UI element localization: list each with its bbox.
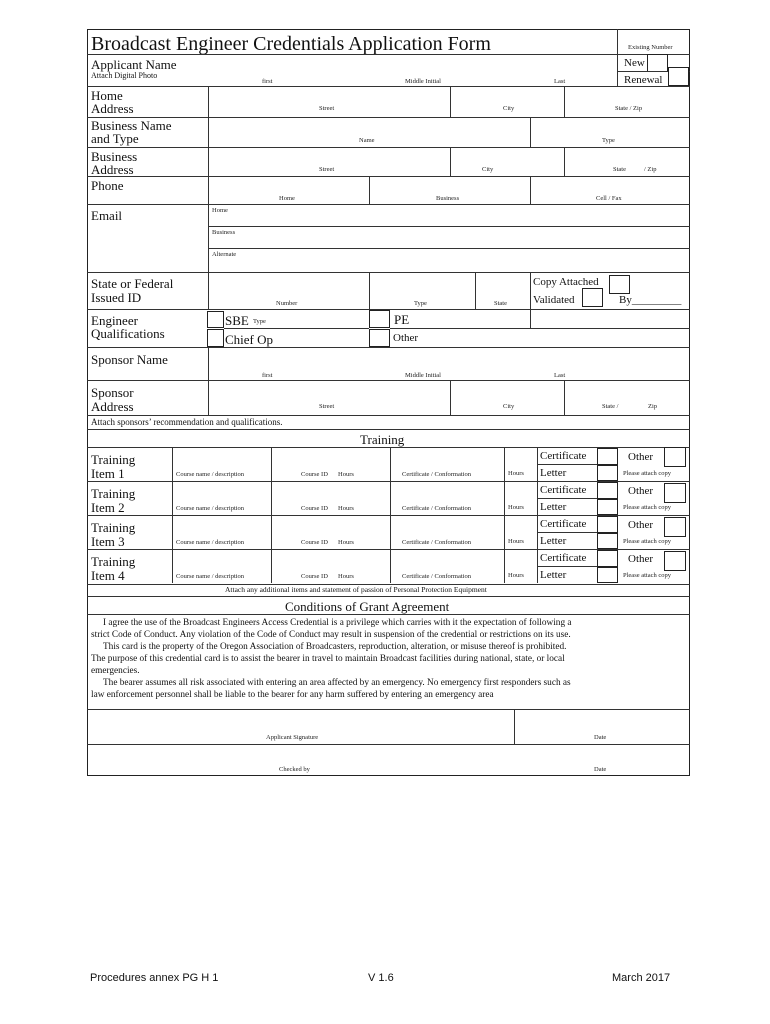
training-row-divider — [537, 498, 597, 499]
training-divider — [390, 515, 391, 549]
business-name-caption: Name — [359, 137, 375, 144]
business-name-label-1: Business Name — [91, 118, 172, 133]
conditions-line-2: strict Code of Conduct. Any violation of the Code of Conduct may result in suspension of the credential or restrictions on its use. — [91, 630, 571, 640]
sponsor-street-caption: Street — [319, 403, 335, 410]
sponsor-name-label: Sponsor Name — [91, 352, 168, 367]
training-4-letter-checkbox[interactable] — [597, 567, 618, 583]
sponsor-address-label-2: Address — [91, 399, 134, 414]
training-hours-caption: Hours — [508, 470, 524, 477]
training-row-divider — [537, 566, 597, 567]
business-type-caption: Type — [602, 137, 615, 144]
training-attach-caption: Please attach copy — [623, 572, 672, 579]
training-cert-caption: Certificate / Conformation — [402, 539, 471, 546]
copy-attached-label: Copy Attached — [533, 276, 599, 288]
home-city-input[interactable] — [454, 88, 564, 106]
training-divider — [271, 515, 272, 549]
training-3-course-input[interactable] — [175, 518, 271, 538]
training-divider — [172, 549, 173, 583]
email-alternate-caption: Alternate — [212, 251, 237, 258]
applicant-name-label: Applicant Name — [91, 57, 177, 72]
renewal-checkbox[interactable] — [668, 67, 689, 86]
applicant-name-input[interactable] — [210, 58, 614, 80]
checked-by-input[interactable] — [92, 747, 514, 765]
phone-home-input[interactable] — [212, 178, 369, 196]
business-type-input[interactable] — [534, 119, 690, 137]
business-street-input[interactable] — [212, 149, 450, 167]
sponsor-street-input[interactable] — [212, 383, 450, 403]
sponsor-zip-caption: Zip — [648, 403, 658, 410]
business-address-label-2: Address — [91, 162, 134, 177]
id-type-input[interactable] — [373, 276, 475, 296]
training-hours-caption: Hours — [338, 505, 354, 512]
id-number-caption: Number — [276, 300, 298, 307]
page-title: Broadcast Engineer Credentials Application Form — [91, 33, 491, 55]
training-course-caption: Course name / description — [176, 539, 245, 546]
training-3-other-checkbox[interactable] — [664, 517, 686, 537]
sponsor-state-caption: State / — [602, 403, 619, 410]
training-cert-caption: Certificate / Conformation — [402, 573, 471, 580]
sbe-checkbox[interactable] — [207, 311, 224, 328]
validated-label: Validated — [533, 294, 575, 306]
home-city-caption: City — [503, 105, 515, 112]
attach-photo-label: Attach Digital Photo — [91, 71, 158, 80]
training-divider — [271, 447, 272, 481]
training-divider — [172, 515, 173, 549]
business-address-label-1: Business — [91, 149, 138, 164]
training-course-id-caption: Course ID — [301, 539, 328, 546]
training-letter-label: Letter — [540, 569, 567, 581]
conditions-line-5: emergencies. — [91, 666, 140, 676]
checked-by-caption: Checked by — [279, 766, 310, 773]
business-street-caption: Street — [319, 166, 335, 173]
checked-date-caption: Date — [594, 766, 607, 773]
training-1-other-checkbox[interactable] — [664, 447, 686, 467]
business-name-input[interactable] — [212, 119, 530, 137]
applicant-last-caption: Last — [554, 78, 566, 85]
chief-op-checkbox[interactable] — [207, 329, 224, 347]
sponsor-name-input[interactable] — [212, 351, 690, 371]
training-divider — [271, 549, 272, 583]
training-attach-caption: Please attach copy — [623, 470, 672, 477]
training-course-caption: Course name / description — [176, 505, 245, 512]
id-state-input[interactable] — [479, 276, 530, 296]
phone-business-caption: Business — [436, 195, 460, 202]
training-course-caption: Course name / description — [176, 471, 245, 478]
training-item-2-label-2: Item 2 — [91, 500, 125, 515]
training-cert-caption: Certificate / Conformation — [402, 505, 471, 512]
other-qualification-label: Other — [393, 332, 419, 344]
chief-op-label: Chief Op — [225, 332, 274, 347]
conditions-line-4: The purpose of this credential card is to assist the bearer in travel to maintain Broadcast facilities during national, state, or local — [91, 654, 565, 664]
training-course-id-caption: Course ID — [301, 573, 328, 580]
training-divider — [504, 515, 505, 549]
business-name-label-2: and Type — [91, 131, 139, 146]
training-certificate-label: Certificate — [540, 450, 587, 462]
training-2-other-checkbox[interactable] — [664, 483, 686, 503]
training-4-course-input[interactable] — [175, 552, 271, 572]
training-row-divider — [537, 532, 597, 533]
training-hours-caption: Hours — [508, 572, 524, 579]
training-divider — [504, 447, 505, 481]
training-attach-caption: Please attach copy — [623, 538, 672, 545]
new-label: New — [624, 57, 645, 69]
renewal-label: Renewal — [624, 74, 663, 86]
applicant-signature-caption: Applicant Signature — [266, 734, 319, 741]
applicant-signature-input[interactable] — [92, 712, 514, 732]
training-other-label: Other — [628, 451, 654, 463]
training-hours-caption: Hours — [338, 539, 354, 546]
training-hours-caption: Hours — [508, 538, 524, 545]
validated-checkbox[interactable] — [582, 288, 603, 307]
training-other-label: Other — [628, 485, 654, 497]
training-certificate-label: Certificate — [540, 518, 587, 530]
training-1-letter-checkbox[interactable] — [597, 465, 618, 481]
training-cert-caption: Certificate / Conformation — [402, 471, 471, 478]
training-letter-label: Letter — [540, 467, 567, 479]
conditions-line-6: The bearer assumes all risk associated with entering an area affected by an emergency. No emergency first responders such as — [103, 678, 571, 688]
training-1-certificate-checkbox[interactable] — [597, 448, 618, 465]
issued-id-label-1: State or Federal — [91, 276, 174, 291]
sponsor-note: Attach sponsors’ recommendation and qualifications. — [91, 417, 283, 427]
pe-checkbox[interactable] — [369, 310, 390, 328]
business-zip-caption: / Zip — [644, 166, 657, 173]
sbe-type-caption: Type — [253, 318, 266, 325]
training-note: Attach any additional items and statement of passion of Personal Protection Equipment — [225, 585, 487, 594]
training-2-letter-checkbox[interactable] — [597, 499, 618, 515]
phone-cell-fax-input[interactable] — [534, 178, 690, 196]
training-item-2-label-1: Training — [91, 486, 136, 501]
training-other-label: Other — [628, 553, 654, 565]
training-divider — [271, 481, 272, 515]
validated-by-line: By_________ — [619, 294, 682, 306]
other-qualification-checkbox[interactable] — [369, 329, 390, 347]
pe-label: PE — [394, 312, 410, 327]
conditions-heading: Conditions of Grant Agreement — [285, 599, 450, 614]
email-home-caption: Home — [212, 207, 228, 214]
sponsor-first-caption: first — [262, 372, 273, 379]
sbe-label: SBE — [225, 313, 249, 328]
footer-date: March 2017 — [612, 972, 671, 984]
footer-version: V 1.6 — [368, 972, 394, 984]
training-item-3-label-1: Training — [91, 520, 136, 535]
home-address-label-1: Home — [91, 88, 123, 103]
business-state-zip-input[interactable] — [568, 149, 690, 167]
email-business-input[interactable] — [250, 229, 690, 247]
sponsor-last-caption: Last — [554, 372, 566, 379]
training-1-course-input[interactable] — [175, 450, 271, 470]
training-item-3-label-2: Item 3 — [91, 534, 125, 549]
training-attach-caption: Please attach copy — [623, 504, 672, 511]
training-divider — [504, 549, 505, 583]
applicant-middle-caption: Middle Initial — [405, 78, 441, 85]
home-state-zip-caption: State / Zip — [615, 105, 643, 112]
training-hours-caption: Hours — [338, 471, 354, 478]
home-street-caption: Street — [319, 105, 335, 112]
email-business-caption: Business — [212, 229, 236, 236]
training-course-caption: Course name / description — [176, 573, 245, 580]
sponsor-state-zip-input[interactable] — [568, 383, 690, 403]
new-checkbox[interactable] — [647, 54, 668, 72]
business-state-caption: State — [613, 166, 626, 173]
sponsor-city-caption: City — [503, 403, 515, 410]
signature-date-input[interactable] — [518, 712, 690, 732]
id-number-input[interactable] — [212, 276, 369, 296]
training-4-certificate-checkbox[interactable] — [597, 550, 618, 567]
id-state-caption: State — [494, 300, 507, 307]
training-hours-caption: Hours — [508, 504, 524, 511]
training-letter-label: Letter — [540, 535, 567, 547]
training-course-id-caption: Course ID — [301, 505, 328, 512]
training-other-label: Other — [628, 519, 654, 531]
qualifications-label-2: Qualifications — [91, 326, 165, 341]
training-item-4-label-2: Item 4 — [91, 568, 125, 583]
training-3-letter-checkbox[interactable] — [597, 533, 618, 549]
sponsor-middle-caption: Middle Initial — [405, 372, 441, 379]
qualifications-label-1: Engineer — [91, 313, 138, 328]
home-street-input[interactable] — [212, 88, 450, 106]
email-home-input[interactable] — [240, 207, 690, 225]
home-state-zip-input[interactable] — [568, 88, 690, 106]
training-item-1-label-2: Item 1 — [91, 466, 125, 481]
training-row-divider — [537, 464, 597, 465]
training-certificate-label: Certificate — [540, 552, 587, 564]
training-divider — [390, 549, 391, 583]
training-hours-caption: Hours — [338, 573, 354, 580]
training-certificate-label: Certificate — [540, 484, 587, 496]
training-divider — [172, 481, 173, 515]
issued-id-label-2: Issued ID — [91, 290, 142, 305]
copy-attached-checkbox[interactable] — [609, 275, 630, 294]
training-divider — [172, 447, 173, 481]
conditions-line-7: law enforcement personnel shall be liable to the bearer for any harm suffered by entering an emergency area — [91, 690, 494, 700]
training-divider — [390, 447, 391, 481]
training-2-certificate-checkbox[interactable] — [597, 482, 618, 499]
id-type-caption: Type — [414, 300, 427, 307]
training-2-course-input[interactable] — [175, 484, 271, 504]
training-3-certificate-checkbox[interactable] — [597, 516, 618, 533]
training-heading: Training — [360, 432, 405, 447]
training-course-id-caption: Course ID — [301, 471, 328, 478]
home-address-label-2: Address — [91, 101, 134, 116]
signature-date-caption: Date — [594, 734, 607, 741]
footer-left: Procedures annex PG H 1 — [90, 972, 219, 984]
business-city-input[interactable] — [454, 149, 564, 167]
sponsor-address-label-1: Sponsor — [91, 385, 134, 400]
training-letter-label: Letter — [540, 501, 567, 513]
training-item-1-label-1: Training — [91, 452, 136, 467]
email-label: Email — [91, 208, 123, 223]
phone-home-caption: Home — [279, 195, 295, 202]
phone-label: Phone — [91, 178, 124, 193]
phone-cell-fax-caption: Cell / Fax — [596, 195, 622, 202]
applicant-first-caption: first — [262, 78, 273, 85]
training-divider — [504, 481, 505, 515]
conditions-line-1: I agree the use of the Broadcast Engineers Access Credential is a privilege which carries with it the expectation of following a — [103, 618, 572, 628]
training-divider — [390, 481, 391, 515]
existing-number-label: Existing Number — [628, 44, 673, 51]
email-alternate-input[interactable] — [250, 251, 690, 269]
training-4-other-checkbox[interactable] — [664, 551, 686, 571]
phone-business-input[interactable] — [373, 178, 530, 196]
business-city-caption: City — [482, 166, 494, 173]
sponsor-city-input[interactable] — [454, 383, 564, 403]
training-item-4-label-1: Training — [91, 554, 136, 569]
conditions-line-3: This card is the property of the Oregon Association of Broadcasters, reproduction, alteration, or misuse thereof is prohibited. — [103, 642, 567, 652]
